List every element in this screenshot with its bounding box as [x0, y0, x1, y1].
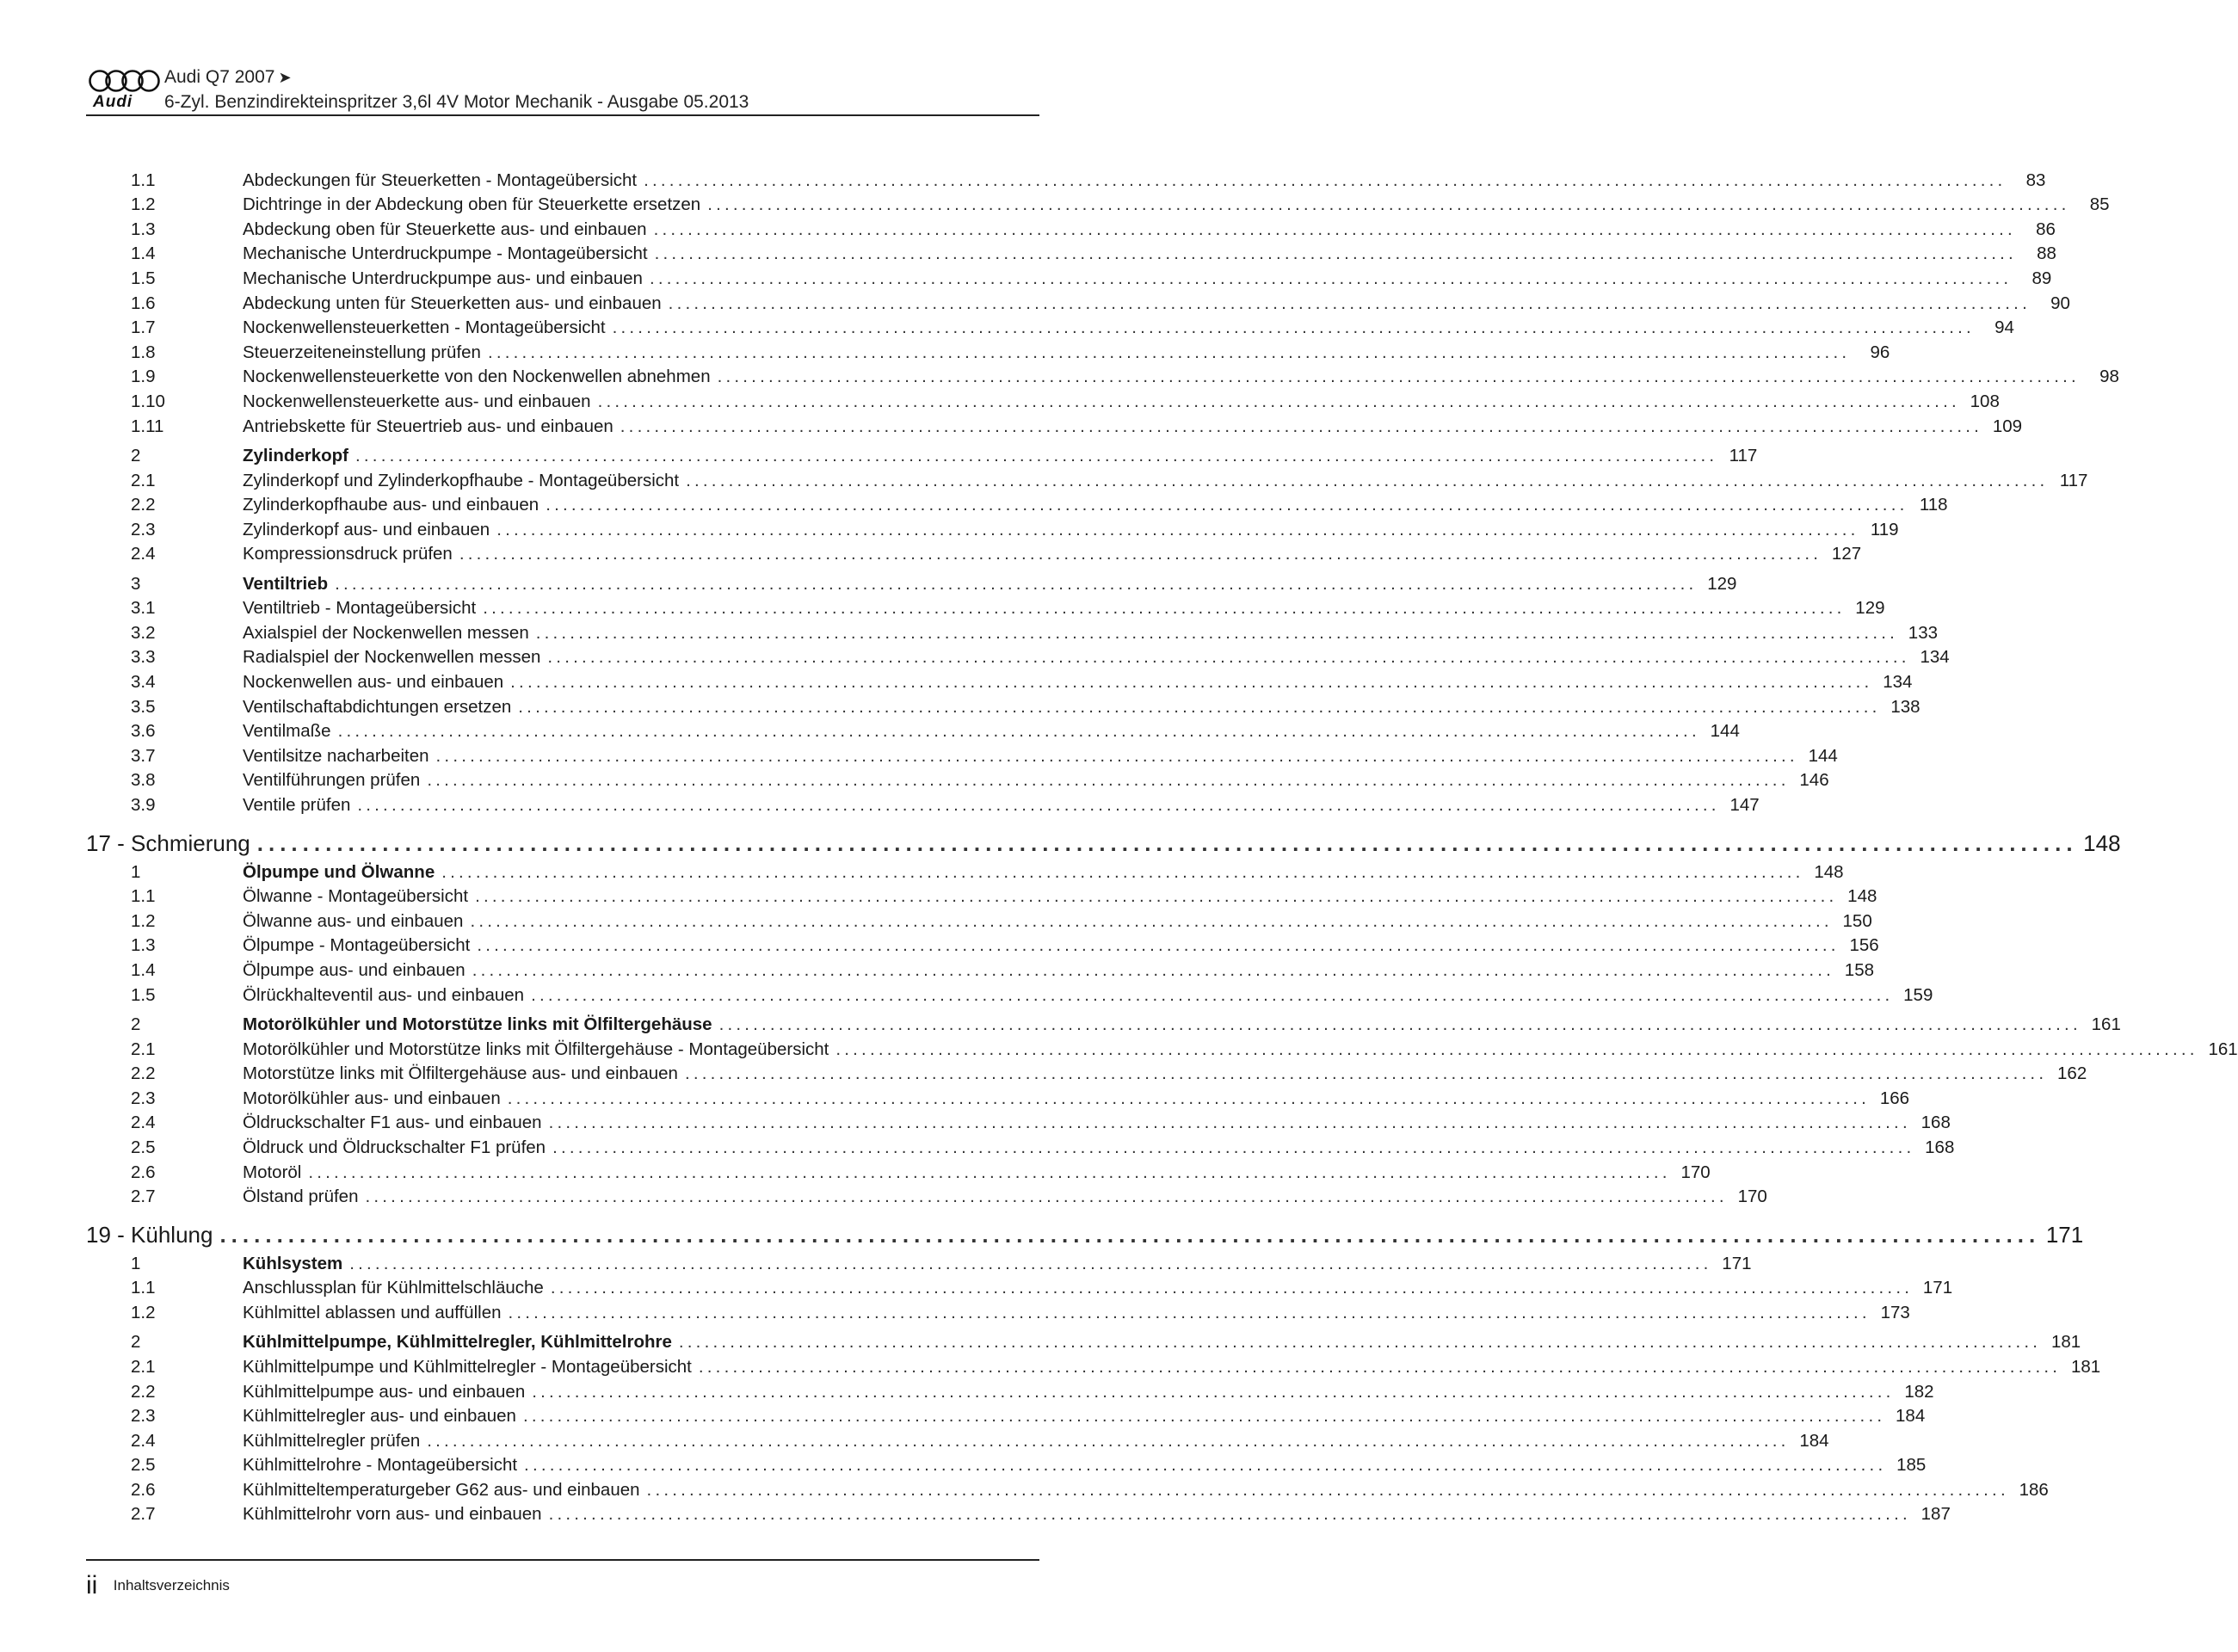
toc-number: 1.2 [131, 194, 156, 215]
toc-number: 2.3 [131, 1406, 156, 1427]
header-subtitle: 6-Zyl. Benzindirekteinspritzer 3,6l 4V Motor Mechanik - Ausgabe 05.2013 [164, 92, 749, 112]
toc-entry[interactable] [86, 363, 2119, 388]
toc-title: Zylinderkopf und Zylinderkopfhaube - Montageübersicht [243, 470, 680, 490]
toc-section[interactable] [86, 570, 1737, 595]
toc-entry[interactable] [86, 1035, 2238, 1060]
footer-label: Inhaltsverzeichnis [113, 1577, 230, 1593]
toc-entry[interactable] [86, 1298, 1910, 1323]
toc-entry[interactable] [86, 289, 2070, 314]
dot-leader: ................................................................................................................................................................ [337, 721, 1700, 742]
toc-title: Kühlmittelpumpe und Kühlmittelregler - Montageübersicht [243, 1356, 692, 1377]
toc-title: Ölwanne - Montageübersicht [243, 886, 469, 907]
toc-page-number: 170 [1680, 1162, 1711, 1182]
dot-leader: ................................................................................................................................................................ [707, 194, 2070, 215]
toc-page-number: 171 [2045, 1222, 2084, 1248]
toc-entry[interactable] [86, 314, 2014, 339]
toc-entry[interactable] [86, 693, 1920, 718]
toc-page-number: 148 [2083, 830, 2121, 857]
toc-page-number: 118 [1919, 495, 1948, 515]
toc-page-number: 108 [1970, 391, 2000, 411]
toc-title: Dichtringe in der Abdeckung oben für Steuerkette ersetzen [243, 194, 701, 215]
toc-number: 2.4 [131, 1430, 156, 1451]
toc-title: Steuerzeiteneinstellung prüfen [243, 342, 481, 362]
dot-leader: ................................................................................................................................................................ [475, 886, 1838, 907]
toc-number: 1.3 [131, 219, 156, 239]
toc-number: 1.2 [131, 910, 156, 931]
toc-page-number: 166 [1879, 1088, 1910, 1108]
toc-page-number: 186 [2019, 1479, 2049, 1500]
toc-title: Kühlmittelpumpe aus- und einbauen [243, 1381, 526, 1402]
toc-page-number: 129 [1707, 573, 1737, 594]
dot-leader: ................................................................................................................................................................ [678, 1332, 2042, 1353]
toc-page-number: 162 [2057, 1063, 2087, 1084]
toc-entry[interactable] [86, 883, 1877, 908]
toc-number: 3.8 [131, 770, 156, 791]
toc-number: 2.3 [131, 519, 156, 539]
toc-entry[interactable] [86, 166, 2046, 191]
toc-page-number: 168 [1920, 1113, 1951, 1133]
toc-title: Kühlmitteltemperaturgeber G62 aus- und einbauen [243, 1479, 640, 1500]
dot-leader: ................................................................................................................................................................ [649, 268, 2013, 288]
dot-leader: ................................................................................................................................................................ [718, 1014, 2081, 1034]
toc-number: 3 [131, 573, 141, 594]
dot-leader: ................................................................................................................................................................ [508, 1302, 1871, 1322]
toc-section[interactable] [86, 441, 1758, 466]
toc-number: 3.6 [131, 721, 156, 742]
toc-title: Ölstand prüfen [243, 1187, 359, 1207]
toc-title: Mechanische Unterdruckpumpe aus- und einbauen [243, 268, 643, 288]
toc-page-number: 85 [2089, 194, 2110, 215]
toc-page-number: 185 [1896, 1455, 1927, 1476]
toc-entry[interactable] [86, 742, 1838, 767]
toc-number: 2.1 [131, 470, 156, 490]
arrow-right-icon: ➤ [278, 69, 292, 86]
toc-entry[interactable] [86, 1133, 1955, 1158]
toc-page-number: 94 [1994, 317, 2014, 338]
toc-entry[interactable] [86, 1378, 1934, 1402]
dot-leader: ................................................................................................................................................................ [546, 495, 1908, 515]
toc-entry[interactable] [86, 718, 1740, 743]
toc-page-number: 181 [2050, 1332, 2081, 1353]
dot-leader: ................................................................................................................................................................ [518, 696, 1881, 717]
dot-leader: ................................................................................................................................................................ [487, 342, 1851, 362]
toc-title: Nockenwellen aus- und einbauen [243, 672, 504, 693]
toc-number: 2 [131, 1014, 141, 1034]
toc-chapter[interactable] [86, 817, 2121, 857]
dot-leader: ................................................................................................................................................................ [524, 1455, 1887, 1476]
toc-entry[interactable] [86, 1427, 1829, 1452]
toc-number: 2.4 [131, 1113, 156, 1133]
header-model [164, 67, 292, 88]
toc-entry[interactable] [86, 1402, 1926, 1427]
toc-title: 19 - Kühlung [86, 1222, 213, 1248]
toc-title: Nockenwellensteuerkette aus- und einbauen [243, 391, 591, 411]
toc-page-number: 187 [1920, 1504, 1951, 1525]
toc-entry[interactable] [86, 466, 2088, 491]
toc-entry[interactable] [86, 1274, 1953, 1299]
toc-number: 2 [131, 1332, 141, 1353]
toc-number: 2.3 [131, 1088, 156, 1108]
toc-entry[interactable] [86, 191, 2110, 216]
toc-entry[interactable] [86, 956, 1875, 981]
dot-leader: ................................................................................................................................................................ [349, 1253, 1712, 1273]
toc-entry[interactable] [86, 644, 1950, 669]
toc-number: 1.1 [131, 1278, 156, 1298]
toc-page-number: 96 [1870, 342, 1890, 362]
toc-title: Nockenwellensteuerkette von den Nockenwellen abnehmen [243, 367, 711, 387]
toc-number: 1.9 [131, 367, 156, 387]
toc-title: Zylinderkopf aus- und einbauen [243, 519, 490, 539]
toc-entry[interactable] [86, 981, 1933, 1006]
toc-title: Kühlmittel ablassen und auffüllen [243, 1302, 502, 1322]
dot-leader: ................................................................................................................................................................ [496, 519, 1859, 539]
toc-number: 1.7 [131, 317, 156, 338]
toc-entry[interactable] [86, 1084, 1910, 1109]
toc-title: Ventilschaftabdichtungen ersetzen [243, 696, 512, 717]
toc-title: Ventiltrieb [243, 573, 329, 594]
toc-entry[interactable] [86, 1452, 1927, 1476]
toc-title: Motorölkühler und Motorstütze links mit Ölfiltergehäuse [243, 1014, 712, 1034]
toc-title: Ölrückhalteventil aus- und einbauen [243, 984, 525, 1005]
dot-leader: ................................................................................................................................................................ [472, 960, 1835, 980]
toc-entry[interactable] [86, 1109, 1951, 1134]
toc-title: Abdeckung unten für Steuerketten aus- und einbauen [243, 293, 662, 313]
toc-page-number: 109 [1992, 416, 2023, 436]
toc-page-number: 171 [1922, 1278, 1953, 1298]
toc-page-number: 144 [1808, 745, 1838, 766]
toc-page-number: 98 [2099, 367, 2119, 387]
toc-page-number: 146 [1799, 770, 1829, 791]
toc-entry[interactable] [86, 791, 1760, 816]
toc-number: 2.5 [131, 1455, 156, 1476]
page-header [86, 67, 1039, 117]
toc-number: 1.4 [131, 243, 156, 264]
toc-page-number: 117 [1729, 445, 1758, 465]
toc-entry[interactable] [86, 264, 2052, 289]
dot-leader: ................................................................................................................................................................ [535, 622, 1899, 643]
dot-leader: ................................................................................................................................................................ [507, 1088, 1871, 1108]
toc-number: 2.2 [131, 1381, 156, 1402]
toc-page-number: 168 [1925, 1137, 1955, 1157]
toc-number: 2.7 [131, 1187, 156, 1207]
dot-leader: ................................................................................................................................................................ [654, 243, 2017, 264]
dot-leader: ................................................................................................................................................................ [441, 861, 1804, 882]
toc-page-number: 181 [2070, 1356, 2101, 1377]
toc-title: Motoröl [243, 1162, 302, 1182]
toc-entry[interactable] [86, 1501, 1951, 1526]
toc-number: 3.1 [131, 598, 156, 619]
toc-number: 3.7 [131, 745, 156, 766]
toc-title: Nockenwellensteuerketten - Montageübersicht [243, 317, 606, 338]
toc-page-number: 184 [1896, 1406, 1926, 1427]
dot-leader: ................................................................................................................................................................ [459, 544, 1822, 564]
toc-page-number: 161 [2208, 1039, 2238, 1059]
toc-number: 2.4 [131, 544, 156, 564]
dot-leader: ................................................................................................................................................................ [219, 1222, 2041, 1248]
toc-entry[interactable] [86, 1476, 2049, 1501]
toc-page-number: 171 [1722, 1253, 1752, 1273]
dot-leader: ................................................................................................................................................................ [427, 770, 1790, 791]
table-of-contents [86, 166, 2238, 1525]
toc-page-number: 134 [1883, 672, 1913, 693]
toc-title: Kühlmittelrohr vorn aus- und einbauen [243, 1504, 542, 1525]
toc-entry[interactable] [86, 668, 1913, 693]
toc-page-number: 88 [2037, 243, 2056, 264]
toc-page-number: 89 [2031, 268, 2052, 288]
toc-title: Kühlmittelpumpe, Kühlmittelregler, Kühlmittelrohre [243, 1332, 672, 1353]
dot-leader: ................................................................................................................................................................ [548, 1113, 1911, 1133]
toc-number: 1.5 [131, 268, 156, 288]
toc-title: Abdeckungen für Steuerketten - Montageübersicht [243, 170, 638, 190]
toc-title: Ventiltrieb - Montageübersicht [243, 598, 477, 619]
toc-title: Motorölkühler und Motorstütze links mit Ölfiltergehäuse - Montageübersicht [243, 1039, 829, 1059]
toc-title: Antriebskette für Steuertrieb aus- und einbauen [243, 416, 613, 436]
toc-page-number: 117 [2059, 470, 2088, 490]
toc-entry[interactable] [86, 215, 2056, 240]
toc-number: 2.1 [131, 1356, 156, 1377]
toc-page-number: 158 [1844, 960, 1875, 980]
toc-number: 3.4 [131, 672, 156, 693]
dot-leader: ................................................................................................................................................................ [355, 445, 1718, 465]
toc-number: 1.11 [131, 416, 164, 436]
toc-title: Ventilführungen prüfen [243, 770, 421, 791]
toc-entry[interactable] [86, 907, 1872, 932]
dot-leader: ................................................................................................................................................................ [717, 367, 2080, 387]
dot-leader: ................................................................................................................................................................ [646, 1479, 2009, 1500]
toc-page-number: 173 [1880, 1302, 1910, 1322]
toc-number: 2.1 [131, 1039, 156, 1059]
dot-leader: ................................................................................................................................................................ [256, 830, 2078, 857]
toc-title: Kompressionsdruck prüfen [243, 544, 453, 564]
four-rings-icon [88, 69, 163, 93]
toc-section[interactable] [86, 1328, 2081, 1353]
toc-entry[interactable] [86, 1353, 2101, 1378]
dot-leader: ................................................................................................................................................................ [597, 391, 1960, 411]
toc-page-number: 156 [1849, 935, 1879, 956]
toc-title: Mechanische Unterdruckpumpe - Montageübersicht [243, 243, 648, 264]
toc-page-number: 182 [1904, 1381, 1934, 1402]
dot-leader: ................................................................................................................................................................ [531, 984, 1894, 1005]
toc-title: 17 - Schmierung [86, 830, 250, 857]
toc-title: Öldruckschalter F1 aus- und einbauen [243, 1113, 542, 1133]
dot-leader: ................................................................................................................................................................ [548, 1504, 1911, 1525]
toc-page-number: 159 [1903, 984, 1933, 1005]
dot-leader: ................................................................................................................................................................ [668, 293, 2031, 313]
toc-title: Motorölkühler aus- und einbauen [243, 1088, 501, 1108]
toc-title: Ventilsitze nacharbeiten [243, 745, 429, 766]
toc-number: 1.8 [131, 342, 156, 362]
toc-number: 2.5 [131, 1137, 156, 1157]
dot-leader: ................................................................................................................................................................ [427, 1430, 1790, 1451]
toc-page-number: 148 [1814, 861, 1844, 882]
toc-page-number: 150 [1842, 910, 1872, 931]
toc-title: Ölpumpe und Ölwanne [243, 861, 435, 882]
toc-title: Zylinderkopfhaube aus- und einbauen [243, 495, 539, 515]
toc-number: 1.1 [131, 886, 156, 907]
toc-page-number: 148 [1847, 886, 1877, 907]
toc-entry[interactable] [86, 515, 1899, 540]
dot-leader: ................................................................................................................................................................ [835, 1039, 2198, 1059]
toc-title: Anschlussplan für Kühlmittelschläuche [243, 1278, 544, 1298]
toc-entry[interactable] [86, 595, 1885, 620]
toc-page-number: 161 [2091, 1014, 2121, 1034]
toc-number: 2.7 [131, 1504, 156, 1525]
toc-page-number: 134 [1920, 647, 1950, 668]
toc-page-number: 90 [2050, 293, 2070, 313]
toc-section[interactable] [86, 1249, 1752, 1274]
page-number: ii [86, 1571, 98, 1600]
toc-title: Motorstütze links mit Ölfiltergehäuse aus- und einbauen [243, 1063, 678, 1084]
toc-number: 3.9 [131, 795, 156, 816]
dot-leader: ................................................................................................................................................................ [365, 1187, 1728, 1207]
dot-leader: ................................................................................................................................................................ [620, 416, 1983, 436]
toc-title: Abdeckung oben für Steuerkette aus- und einbauen [243, 219, 647, 239]
toc-number: 2.6 [131, 1479, 156, 1500]
dot-leader: ................................................................................................................................................................ [684, 1063, 2048, 1084]
toc-page-number: 86 [2036, 219, 2056, 239]
toc-number: 1.2 [131, 1302, 156, 1322]
dot-leader: ................................................................................................................................................................ [357, 795, 1720, 816]
toc-number: 1 [131, 1253, 141, 1273]
toc-page-number: 129 [1855, 598, 1885, 619]
toc-number: 2.6 [131, 1162, 156, 1182]
toc-number: 2 [131, 445, 141, 465]
toc-title: Kühlmittelrohre - Montageübersicht [243, 1455, 518, 1476]
toc-title: Ventilmaße [243, 721, 331, 742]
toc-title: Zylinderkopf [243, 445, 349, 465]
toc-number: 1.6 [131, 293, 156, 313]
toc-title: Ölpumpe - Montageübersicht [243, 935, 471, 956]
toc-page-number: 83 [2025, 170, 2046, 190]
toc-number: 1.5 [131, 984, 156, 1005]
dot-leader: ................................................................................................................................................................ [550, 1278, 1914, 1298]
toc-page-number: 170 [1737, 1187, 1767, 1207]
toc-number: 2.2 [131, 495, 156, 515]
toc-section[interactable] [86, 858, 1844, 883]
dot-leader: ................................................................................................................................................................ [612, 317, 1975, 338]
dot-leader: ................................................................................................................................................................ [547, 647, 1910, 668]
toc-page-number: 147 [1729, 795, 1760, 816]
toc-number: 1.1 [131, 170, 156, 190]
page-footer [86, 1571, 230, 1600]
toc-title: Kühlsystem [243, 1253, 343, 1273]
dot-leader: ................................................................................................................................................................ [644, 170, 2007, 190]
toc-title: Kühlmittelregler aus- und einbauen [243, 1406, 516, 1427]
toc-entry[interactable] [86, 932, 1879, 957]
dot-leader: ................................................................................................................................................................ [552, 1137, 1915, 1157]
toc-chapter[interactable] [86, 1209, 2084, 1248]
toc-page-number: 184 [1799, 1430, 1829, 1451]
footer-divider [86, 1559, 1039, 1561]
toc-number: 3.3 [131, 647, 156, 668]
header-divider [86, 114, 1039, 116]
toc-entry[interactable] [86, 240, 2056, 265]
dot-leader: ................................................................................................................................................................ [308, 1162, 1671, 1182]
toc-entry[interactable] [86, 540, 1862, 565]
toc-page-number: 133 [1908, 622, 1939, 643]
toc-number: 1.4 [131, 960, 156, 980]
toc-title: Öldruck und Öldruckschalter F1 prüfen [243, 1137, 546, 1157]
toc-title: Ventile prüfen [243, 795, 351, 816]
dot-leader: ................................................................................................................................................................ [510, 672, 1873, 693]
toc-section[interactable] [86, 1010, 2121, 1035]
toc-entry[interactable] [86, 338, 1890, 363]
toc-entry[interactable] [86, 1158, 1711, 1183]
dot-leader: ................................................................................................................................................................ [698, 1356, 2062, 1377]
dot-leader: ................................................................................................................................................................ [477, 935, 1840, 956]
audi-logo [86, 69, 163, 112]
toc-title: Ölwanne aus- und einbauen [243, 910, 464, 931]
dot-leader: ................................................................................................................................................................ [686, 470, 2049, 490]
toc-page-number: 138 [1890, 696, 1920, 717]
toc-number: 1.3 [131, 935, 156, 956]
toc-entry[interactable] [86, 1183, 1767, 1208]
dot-leader: ................................................................................................................................................................ [532, 1381, 1895, 1402]
dot-leader: ................................................................................................................................................................ [335, 573, 1698, 594]
toc-entry[interactable] [86, 412, 2023, 437]
toc-title: Kühlmittelregler prüfen [243, 1430, 421, 1451]
brand-wordmark: Audi [93, 93, 133, 111]
toc-title: Axialspiel der Nockenwellen messen [243, 622, 529, 643]
toc-entry[interactable] [86, 387, 2000, 412]
toc-page-number: 127 [1831, 544, 1862, 564]
dot-leader: ................................................................................................................................................................ [470, 910, 1833, 931]
toc-entry[interactable] [86, 1060, 2087, 1085]
toc-entry[interactable] [86, 491, 1948, 516]
toc-page-number: 119 [1870, 519, 1899, 539]
dot-leader: ................................................................................................................................................................ [522, 1406, 1886, 1427]
toc-number: 3.2 [131, 622, 156, 643]
toc-page-number: 144 [1710, 721, 1740, 742]
toc-number: 2.2 [131, 1063, 156, 1084]
toc-title: Radialspiel der Nockenwellen messen [243, 647, 541, 668]
toc-number: 1.10 [131, 391, 165, 411]
dot-leader: ................................................................................................................................................................ [653, 219, 2016, 239]
toc-entry[interactable] [86, 619, 1939, 644]
toc-entry[interactable] [86, 767, 1829, 792]
toc-title: Ölpumpe aus- und einbauen [243, 960, 465, 980]
toc-number: 3.5 [131, 696, 156, 717]
toc-number: 1 [131, 861, 141, 882]
header-model-text: Audi Q7 2007 [164, 67, 275, 87]
dot-leader: ................................................................................................................................................................ [483, 598, 1846, 619]
dot-leader: ................................................................................................................................................................ [435, 745, 1798, 766]
